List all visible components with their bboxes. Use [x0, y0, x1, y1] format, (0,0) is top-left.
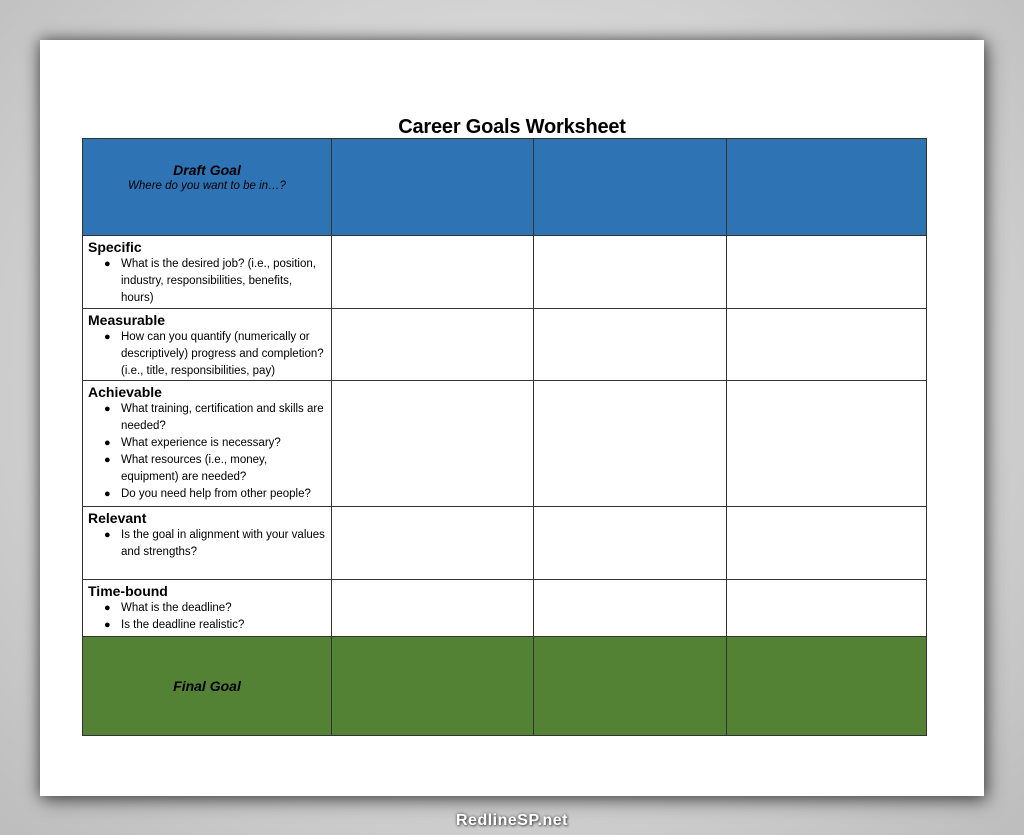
draft-goal-mid-range-cell[interactable]: [534, 139, 727, 236]
relevant-mid-range-cell[interactable]: [534, 507, 727, 580]
measurable-long-term-cell[interactable]: [727, 309, 926, 381]
criterion-question: ● What resources (i.e., money, equipment) are needed?: [104, 454, 268, 483]
final-goal-title: Final Goal: [173, 678, 241, 694]
criterion-heading: Specific: [88, 239, 142, 255]
draft-goal-subtitle: Where do you want to be in…?: [128, 180, 286, 192]
criterion-question: ● What is the deadline?: [121, 600, 327, 617]
bullet-icon: ●: [104, 403, 111, 415]
criterion-relevant: [83, 507, 332, 580]
bullet-icon: ●: [104, 331, 111, 343]
bullet-icon: ●: [104, 437, 111, 449]
goals-table: [82, 138, 927, 736]
draft-goal-label-cell: [83, 139, 332, 236]
time-bound-mid-range-cell[interactable]: [534, 580, 727, 637]
draft-goal-title: Draft Goal: [173, 162, 241, 178]
measurable-short-term-cell[interactable]: [332, 309, 534, 381]
criterion-question: ● Is the deadline realistic?: [121, 617, 327, 634]
achievable-long-term-cell[interactable]: [727, 381, 926, 507]
criterion-heading: Achievable: [88, 384, 162, 400]
bullet-icon: ●: [104, 602, 111, 614]
criterion-question: ● What is the desired job? (i.e., position, industry, responsibilities, benefits, hours): [104, 258, 316, 304]
bullet-icon: ●: [104, 454, 111, 466]
criterion-question-list: [88, 329, 327, 380]
criterion-question-list: [88, 401, 327, 503]
criterion-achievable: [83, 381, 332, 507]
bullet-icon: ●: [104, 619, 111, 631]
criterion-time-bound: [83, 580, 332, 637]
bullet-icon: ●: [104, 529, 111, 541]
criterion-heading: Measurable: [88, 312, 166, 328]
watermark-text: RedlineSP.net: [455, 812, 568, 829]
criterion-question-list: [88, 527, 327, 561]
criterion-heading: Relevant: [88, 510, 147, 526]
criterion-question-list: [88, 256, 327, 307]
criterion-specific: [83, 236, 332, 309]
draft-goal-long-term-cell[interactable]: [727, 139, 926, 236]
criterion-measurable: [83, 309, 332, 381]
criterion-question: ● Do you need help from other people?: [121, 486, 327, 503]
page-title: Career Goals Worksheet: [398, 116, 626, 138]
bullet-icon: ●: [104, 488, 111, 500]
relevant-long-term-cell[interactable]: [727, 507, 926, 580]
final-goal-short-term-cell[interactable]: [332, 637, 534, 735]
final-goal-mid-range-cell[interactable]: [534, 637, 727, 735]
final-goal-long-term-cell[interactable]: [727, 637, 926, 735]
specific-short-term-cell[interactable]: [332, 236, 534, 309]
criterion-question-list: [88, 600, 327, 634]
criterion-question: ● How can you quantify (numerically or descriptively) progress and completion? (i.e., title, responsibilities, pay): [104, 331, 324, 377]
achievable-short-term-cell[interactable]: [332, 381, 534, 507]
bullet-icon: ●: [104, 258, 111, 270]
time-bound-short-term-cell[interactable]: [332, 580, 534, 637]
criterion-question: ● What experience is necessary?: [121, 435, 327, 452]
relevant-short-term-cell[interactable]: [332, 507, 534, 580]
final-goal-label-cell: [83, 637, 332, 735]
measurable-mid-range-cell[interactable]: [534, 309, 727, 381]
criterion-question: ● Is the goal in alignment with your values and strengths?: [104, 529, 325, 558]
achievable-mid-range-cell[interactable]: [534, 381, 727, 507]
time-bound-long-term-cell[interactable]: [727, 580, 926, 637]
specific-mid-range-cell[interactable]: [534, 236, 727, 309]
draft-goal-short-term-cell[interactable]: [332, 139, 534, 236]
criterion-heading: Time-bound: [88, 583, 168, 599]
specific-long-term-cell[interactable]: [727, 236, 926, 309]
criterion-question: ● What training, certification and skills are needed?: [104, 403, 324, 432]
